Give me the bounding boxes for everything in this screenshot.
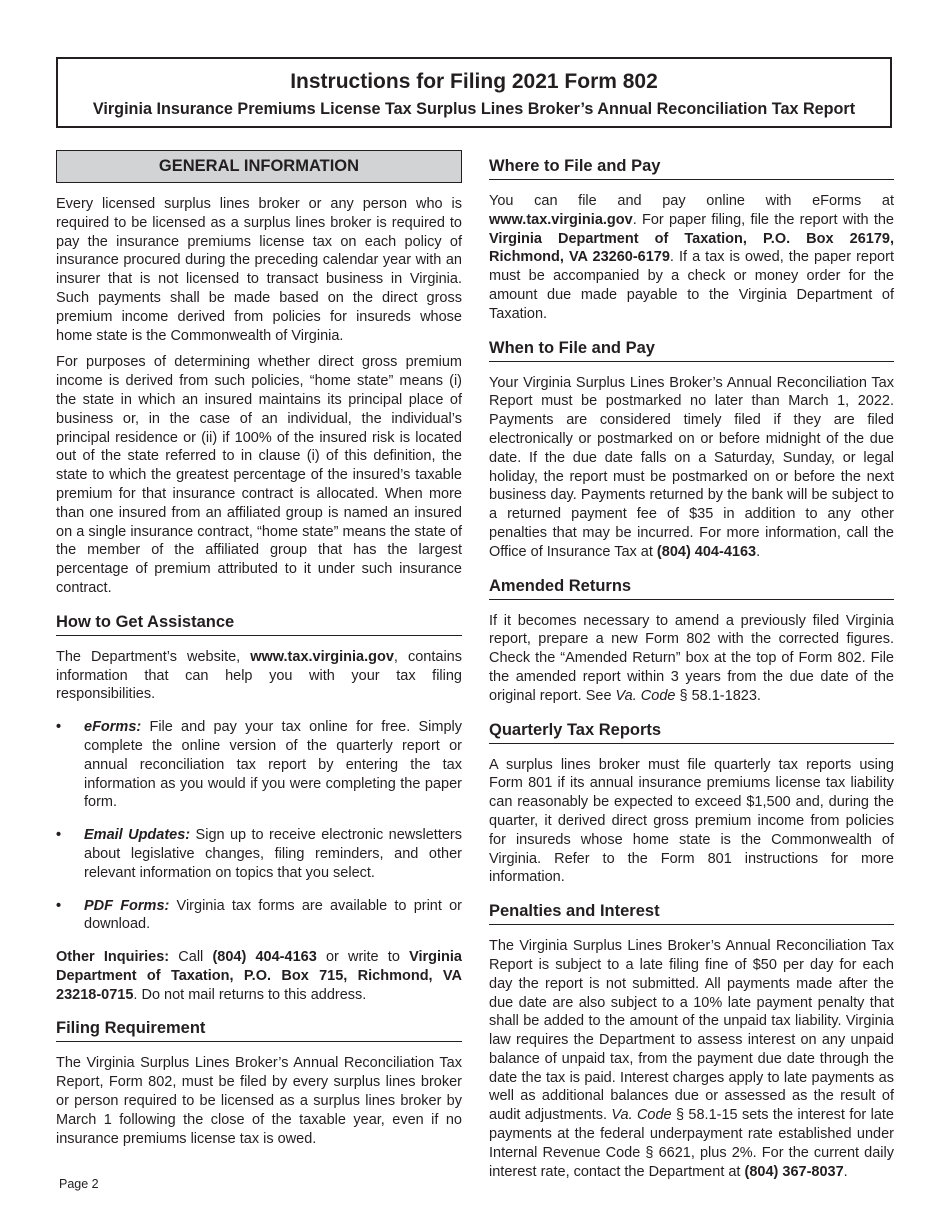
bullet-icon: •	[56, 827, 62, 844]
quarterly-reports-paragraph: A surplus lines broker must file quarterly tax reports using Form 801 if its annual insurance premiums license tax liability can reasonably be expected to exceed $1,500 and, during the quarter, it derived direct gross premium income from policies for insureds whose home state is the Commonwealth of Virginia. Refer to the Form 801 instructions for more information.	[489, 756, 894, 886]
where-text-c: . If a tax is owed, the paper report must be accompanied by a check or money order for the amount due made payable to the Virginia Department of Taxation.	[489, 249, 894, 322]
inquiries-address: Virginia Department of Taxation, P.O. Box 715, Richmond, VA 23218-0715	[56, 949, 462, 1003]
general-information-heading: GENERAL INFORMATION	[56, 150, 462, 183]
amended-returns-paragraph	[489, 612, 894, 706]
amended-text-a: If it becomes necessary to amend a previously filed Virginia report, prepare a new Form 802 with the corrected figures. Check the “Amended Return” box at the top of Form 802. File the amended report within 3 years from the due date of the original report. See	[489, 612, 894, 704]
amended-text-b: § 58.1-1823.	[675, 687, 761, 704]
where-to-file-paragraph	[489, 192, 894, 324]
assistance-heading: How to Get Assistance	[56, 612, 462, 636]
bullet-label: eForms:	[84, 719, 142, 736]
where-to-file-heading: Where to File and Pay	[489, 156, 894, 180]
where-text-a: You can file and pay online with eForms at	[489, 193, 894, 209]
bullet-icon: •	[56, 719, 62, 736]
website-link[interactable]: www.tax.virginia.gov	[250, 648, 394, 665]
bullet-text: Sign up to receive electronic newsletters about legislative changes, filing reminders, and other relevant information on topics that you select.	[84, 827, 462, 881]
bullet-text: File and pay your tax online for free. Simply complete the online version of the quarterly report or annual reconciliation tax report by entering the tax information as you would if you were completing the paper form.	[84, 719, 462, 811]
quarterly-reports-heading: Quarterly Tax Reports	[489, 720, 894, 744]
when-to-file-paragraph	[489, 374, 894, 562]
general-paragraph-1: Every licensed surplus lines broker or any person who is required to be licensed as a surplus lines broker is required to pay the insurance premiums license tax on each policy of insurance procured during the preceding calendar year with an insurer that is not licensed to transact business in Virginia. Such payments shall be made based on the direct gross premium income derived from policies for insureds whose home state is the Commonwealth of Virginia.	[56, 196, 462, 344]
department-phone: (804) 367-8037	[744, 1163, 844, 1180]
when-to-file-heading: When to File and Pay	[489, 338, 894, 362]
assistance-bullet-list	[56, 718, 462, 934]
mailing-address: Virginia Department of Taxation, P.O. Box 26179, Richmond, VA 23260-6179	[489, 230, 894, 266]
penalties-code: Va. Code	[611, 1107, 672, 1124]
insurance-tax-phone: (804) 404-4163	[656, 543, 757, 560]
bullet-icon: •	[56, 897, 62, 914]
eforms-link[interactable]: www.tax.virginia.gov	[489, 211, 633, 228]
bullet-label: PDF Forms:	[84, 897, 170, 914]
list-item	[56, 718, 462, 812]
title-box	[56, 57, 892, 128]
list-item	[56, 897, 462, 935]
right-column	[489, 150, 894, 1181]
left-column	[56, 150, 462, 1148]
penalties-paragraph	[489, 937, 894, 1181]
page-subtitle: Virginia Insurance Premiums License Tax Surplus Lines Broker’s Annual Reconciliation Tax Report	[92, 100, 856, 118]
general-paragraph-2: For purposes of determining whether direct gross premium income is derived from such policies, “home state” means (i) the state in which an insured maintains its principal place of business or, in the case of an individual, the individual’s principal residence or (ii) if 100% of the insured risk is located out of the state referred to in clause (i) of this definition, the state to which the greatest percentage of the insured’s taxable premium for that insurance contract is allocated. When more than one insured from an affiliated group is named an insured on a single insurance contract, “home state” means the state of the member of the affiliated group that has the largest percentage of premium attributed to it under such insurance contract.	[56, 354, 462, 596]
when-text-b: .	[756, 543, 761, 560]
other-inquiries-paragraph	[56, 948, 462, 1004]
penalties-heading: Penalties and Interest	[489, 901, 894, 925]
filing-requirement-heading: Filing Requirement	[56, 1018, 462, 1042]
bullet-label: Email Updates:	[84, 827, 191, 844]
inquiries-text-a: Call	[169, 949, 213, 966]
assistance-text-b: , contains information that can help you with your tax filing responsibilities.	[56, 648, 462, 703]
page-number: Page 2	[59, 1177, 99, 1191]
when-text-a: Your Virginia Surplus Lines Broker’s Annual Reconciliation Tax Report must be postmarked no later than March 1, 2022. Payments are considered timely filed if they are filed electronically or postmarked on or before midnight of the due date. If the due date falls on a Saturday, Sunday, or legal holiday, the report must be postmarked on or before the next business day. Payments returned by the bank will be subject to a returned payment fee of $35 in addition to any other penalties that may be incurred. For more information, call the Office of Insurance Tax at	[489, 374, 894, 560]
bullet-text: Virginia tax forms are available to print or download.	[84, 897, 462, 933]
penalties-text-c: .	[843, 1163, 848, 1180]
where-text-b: . For paper filing, file the report with the	[632, 211, 894, 228]
inquiries-text-b: or write to	[316, 949, 410, 966]
amended-code: Va. Code	[615, 687, 676, 704]
assistance-paragraph	[56, 648, 462, 704]
inquiries-text-c: . Do not mail returns to this address.	[133, 986, 367, 1003]
assistance-text-a: The Department’s website,	[56, 648, 251, 665]
page-title: Instructions for Filing 2021 Form 802	[290, 70, 658, 93]
filing-requirement-paragraph: The Virginia Surplus Lines Broker’s Annual Reconciliation Tax Report, Form 802, must be filed by every surplus lines broker or person required to be licensed as a surplus lines broker by March 1 following the close of the taxable year, even if no insurance premiums license tax is owed.	[56, 1055, 462, 1147]
penalties-text-a: The Virginia Surplus Lines Broker’s Annual Reconciliation Tax Report is subject to a late filing fine of $50 per day for each day the report is not submitted. All payments made after the due date are also subject to a 10% late payment penalty that shall be added to the amount of the unpaid tax liability. Virginia law requires the Department to assess interest on any unpaid balance of unpaid tax, from the payment due date through the date the tax is paid. Interest charges apply to late payments as well as additional balances due or assessed as the result of audit adjustments.	[489, 938, 894, 1124]
list-item	[56, 826, 462, 882]
inquiries-label: Other Inquiries:	[56, 949, 170, 966]
penalties-text-b: § 58.1-15 sets the interest for late payments at the federal underpayment rate established under Internal Revenue Code § 6621, plus 2%. For the current daily interest rate, contact the Department at	[489, 1107, 894, 1180]
inquiries-phone: (804) 404-4163	[212, 949, 317, 966]
amended-returns-heading: Amended Returns	[489, 576, 894, 600]
